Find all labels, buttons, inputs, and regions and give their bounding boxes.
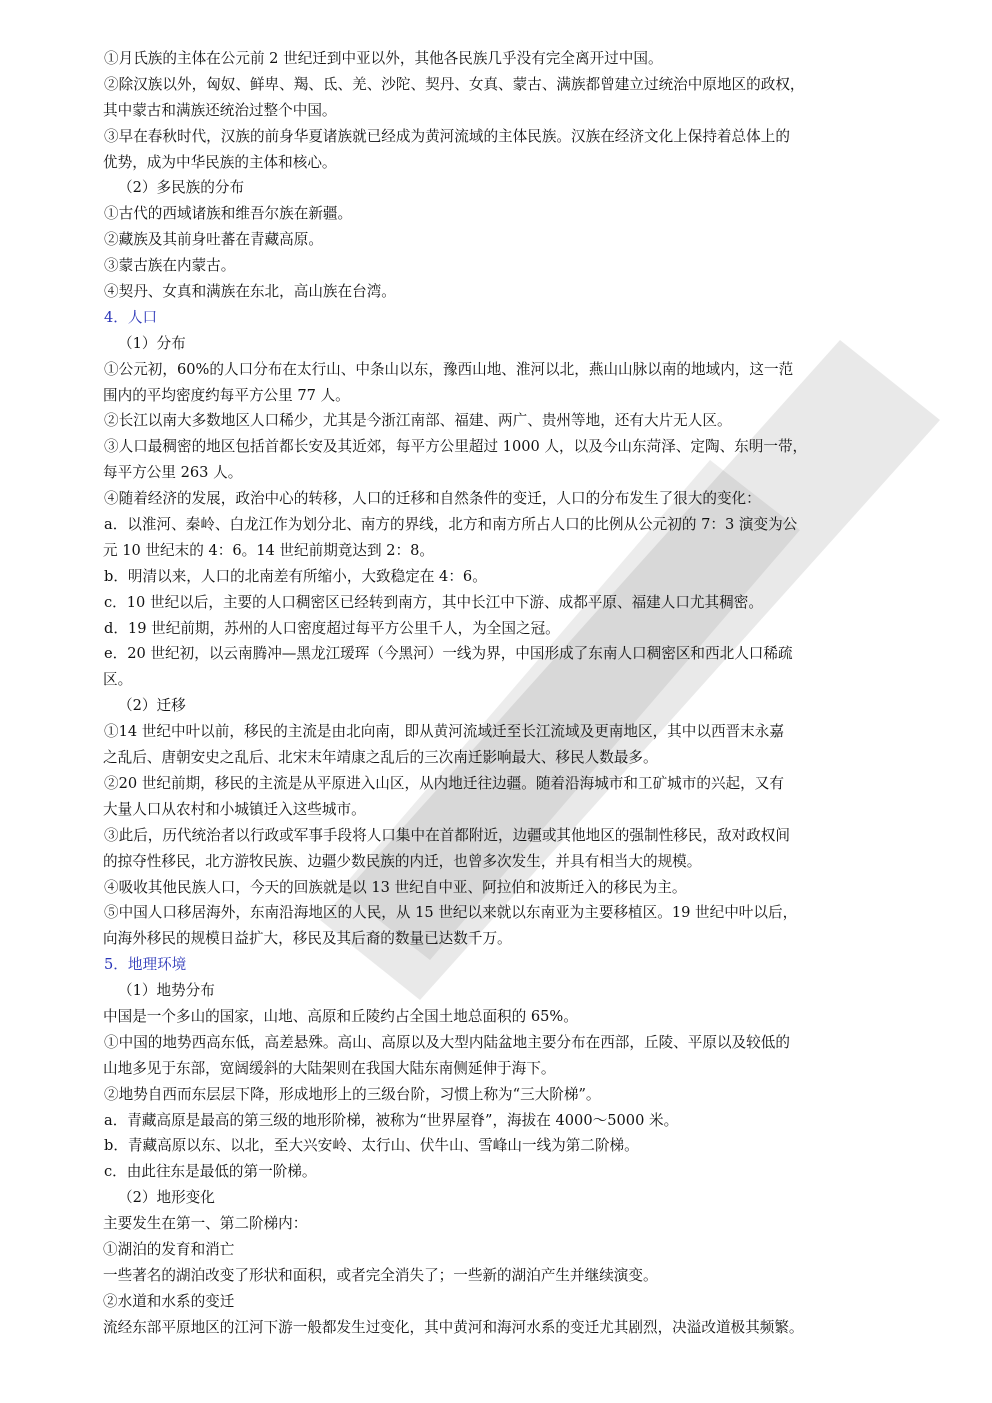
text-line: 5．地理环境 [104,956,187,974]
text-line: 流经东部平原地区的江河下游一般都发生过变化，其中黄河和海河水系的变迁尤其剧烈，决溢改道极其频繁。 [103,1318,804,1336]
text-line: ②20 世纪前期，移民的主流是从平原进入山区，从内地迁往边疆。随着沿海城市和工矿城市的兴起，又有 [104,774,784,792]
text-line: ⑤中国人口移居海外，东南沿海地区的人民，从 15 世纪以来就以东南亚为主要移植区。19 世纪中叶以后， [104,904,798,922]
text-line: ②除汉族以外，匈奴、鲜卑、羯、氐、羌、沙陀、契丹、女真、蒙古、满族都曾建立过统治中原地区的政权， [104,75,805,93]
text-line: ①月氏族的主体在公元前 2 世纪迁到中亚以外，其他各民族几乎没有完全离开过中国。 [104,50,663,67]
text-line: 之乱后、唐朝安史之乱后、北宋末年靖康之乱后的三次南迁影响最大、移民人数最多。 [103,749,658,767]
text-line: ②藏族及其前身吐蕃在青藏高原。 [104,231,323,249]
text-line: 一些著名的湖泊改变了形状和面积，或者完全消失了；一些新的湖泊产生并继续演变。 [103,1266,658,1284]
text-line: （1）分布 [118,334,186,352]
text-line: ②长江以南大多数地区人口稀少，尤其是今浙江南部、福建、两广、贵州等地，还有大片无人区。 [104,412,732,430]
text-line: 中国是一个多山的国家，山地、高原和丘陵约占全国土地总面积的 65%。 [103,1007,578,1025]
text-line: ①公元初，60%的人口分布在太行山、中条山以东，豫西山地、淮河以北，燕山山脉以南的地域内，这一范 [104,360,794,378]
text-line: 围内的平均密度约每平方公里 77 人。 [103,386,350,404]
text-line: e．20 世纪初，以云南腾冲—黑龙江瑷珲（今黑河）一线为界，中国形成了东南人口稠密区和西北人口稀疏 [104,645,793,663]
document-body [104,46,924,1341]
text-line: 其中蒙古和满族还统治过整个中国。 [103,101,337,119]
text-line: 山地多见于东部，宽阔缓斜的大陆架则在我国大陆东南侧延伸于海下。 [103,1059,556,1077]
text-line: （2）多民族的分布 [118,179,245,197]
text-line: ③早在春秋时代，汉族的前身华夏诸族就已经成为黄河流域的主体民族。汉族在经济文化上保持着总体上的 [104,127,790,145]
text-line: 4．人口 [104,308,158,326]
text-line: a．以淮河、秦岭、白龙江作为划分北、南方的界线，北方和南方所占人口的比例从公元初的 7：3 演变为公 [104,516,798,534]
text-line: ④随着经济的发展，政治中心的转移，人口的迁移和自然条件的变迁，人口的分布发生了很大的变化： [104,490,761,508]
text-line: a．青藏高原是最高的第三级的地形阶梯，被称为“世界屋脊”，海拔在 4000～5000 米。 [104,1111,679,1129]
text-line: （2）地形变化 [118,1189,215,1207]
text-line: ①湖泊的发育和消亡 [103,1240,235,1258]
text-line: 大量人口从农村和小城镇迁入这些城市。 [103,800,366,818]
text-line: （1）地势分布 [118,982,215,1000]
text-line: 元 10 世纪末的 4：6。14 世纪前期竟达到 2：8。 [103,541,434,559]
text-line: ②水道和水系的变迁 [103,1292,235,1310]
text-line: 优势，成为中华民族的主体和核心。 [103,153,337,171]
text-line: 区。 [103,671,133,689]
text-line: ①14 世纪中叶以前，移民的主流是由北向南，即从黄河流域迁至长江流域及更南地区，其中以西晋末永嘉 [104,723,784,741]
text-line: ①古代的西域诸族和维吾尔族在新疆。 [104,205,353,223]
text-line: 主要发生在第一、第二阶梯内： [103,1215,308,1233]
text-line: b．明清以来，人口的北南差有所缩小，大致稳定在 4：6。 [104,567,487,585]
text-line: b．青藏高原以东、以北，至大兴安岭、太行山、伏牛山、雪峰山一线为第二阶梯。 [104,1137,639,1155]
text-line: d．19 世纪前期，苏州的人口密度超过每平方公里千人，为全国之冠。 [104,619,560,637]
text-line: ④吸收其他民族人口，今天的回族就是以 13 世纪自中亚、阿拉伯和波斯迁入的移民为主。 [104,878,687,896]
text-line: ③此后，历代统治者以行政或军事手段将人口集中在首都附近，边疆或其他地区的强制性移民，敌对政权间 [104,826,790,844]
text-line: ①中国的地势西高东低，高差悬殊。高山、高原以及大型内陆盆地主要分布在西部，丘陵、平原以及较低的 [104,1033,790,1051]
text-line: c．10 世纪以后，主要的人口稠密区已经转到南方，其中长江中下游、成都平原、福建人口尤其稠密。 [104,593,763,611]
text-line: c．由此往东是最低的第一阶梯。 [104,1163,317,1181]
text-line: ②地势自西而东层层下降，形成地形上的三级台阶，习惯上称为“三大阶梯”。 [104,1085,601,1103]
text-line: ③蒙古族在内蒙古。 [104,257,236,275]
text-line: ④契丹、女真和满族在东北，高山族在台湾。 [104,283,396,301]
text-line: 向海外移民的规模日益扩大，移民及其后裔的数量已达数千万。 [103,930,512,948]
text-line: （2）迁移 [118,697,186,715]
text-line: 每平方公里 263 人。 [103,464,243,482]
text-line: ③人口最稠密的地区包括首都长安及其近郊，每平方公里超过 1000 人，以及今山东菏泽、定陶、东明一带， [104,438,808,456]
text-line: 的掠夺性移民，北方游牧民族、边疆少数民族的内迁，也曾多次发生，并具有相当大的规模。 [103,852,702,870]
